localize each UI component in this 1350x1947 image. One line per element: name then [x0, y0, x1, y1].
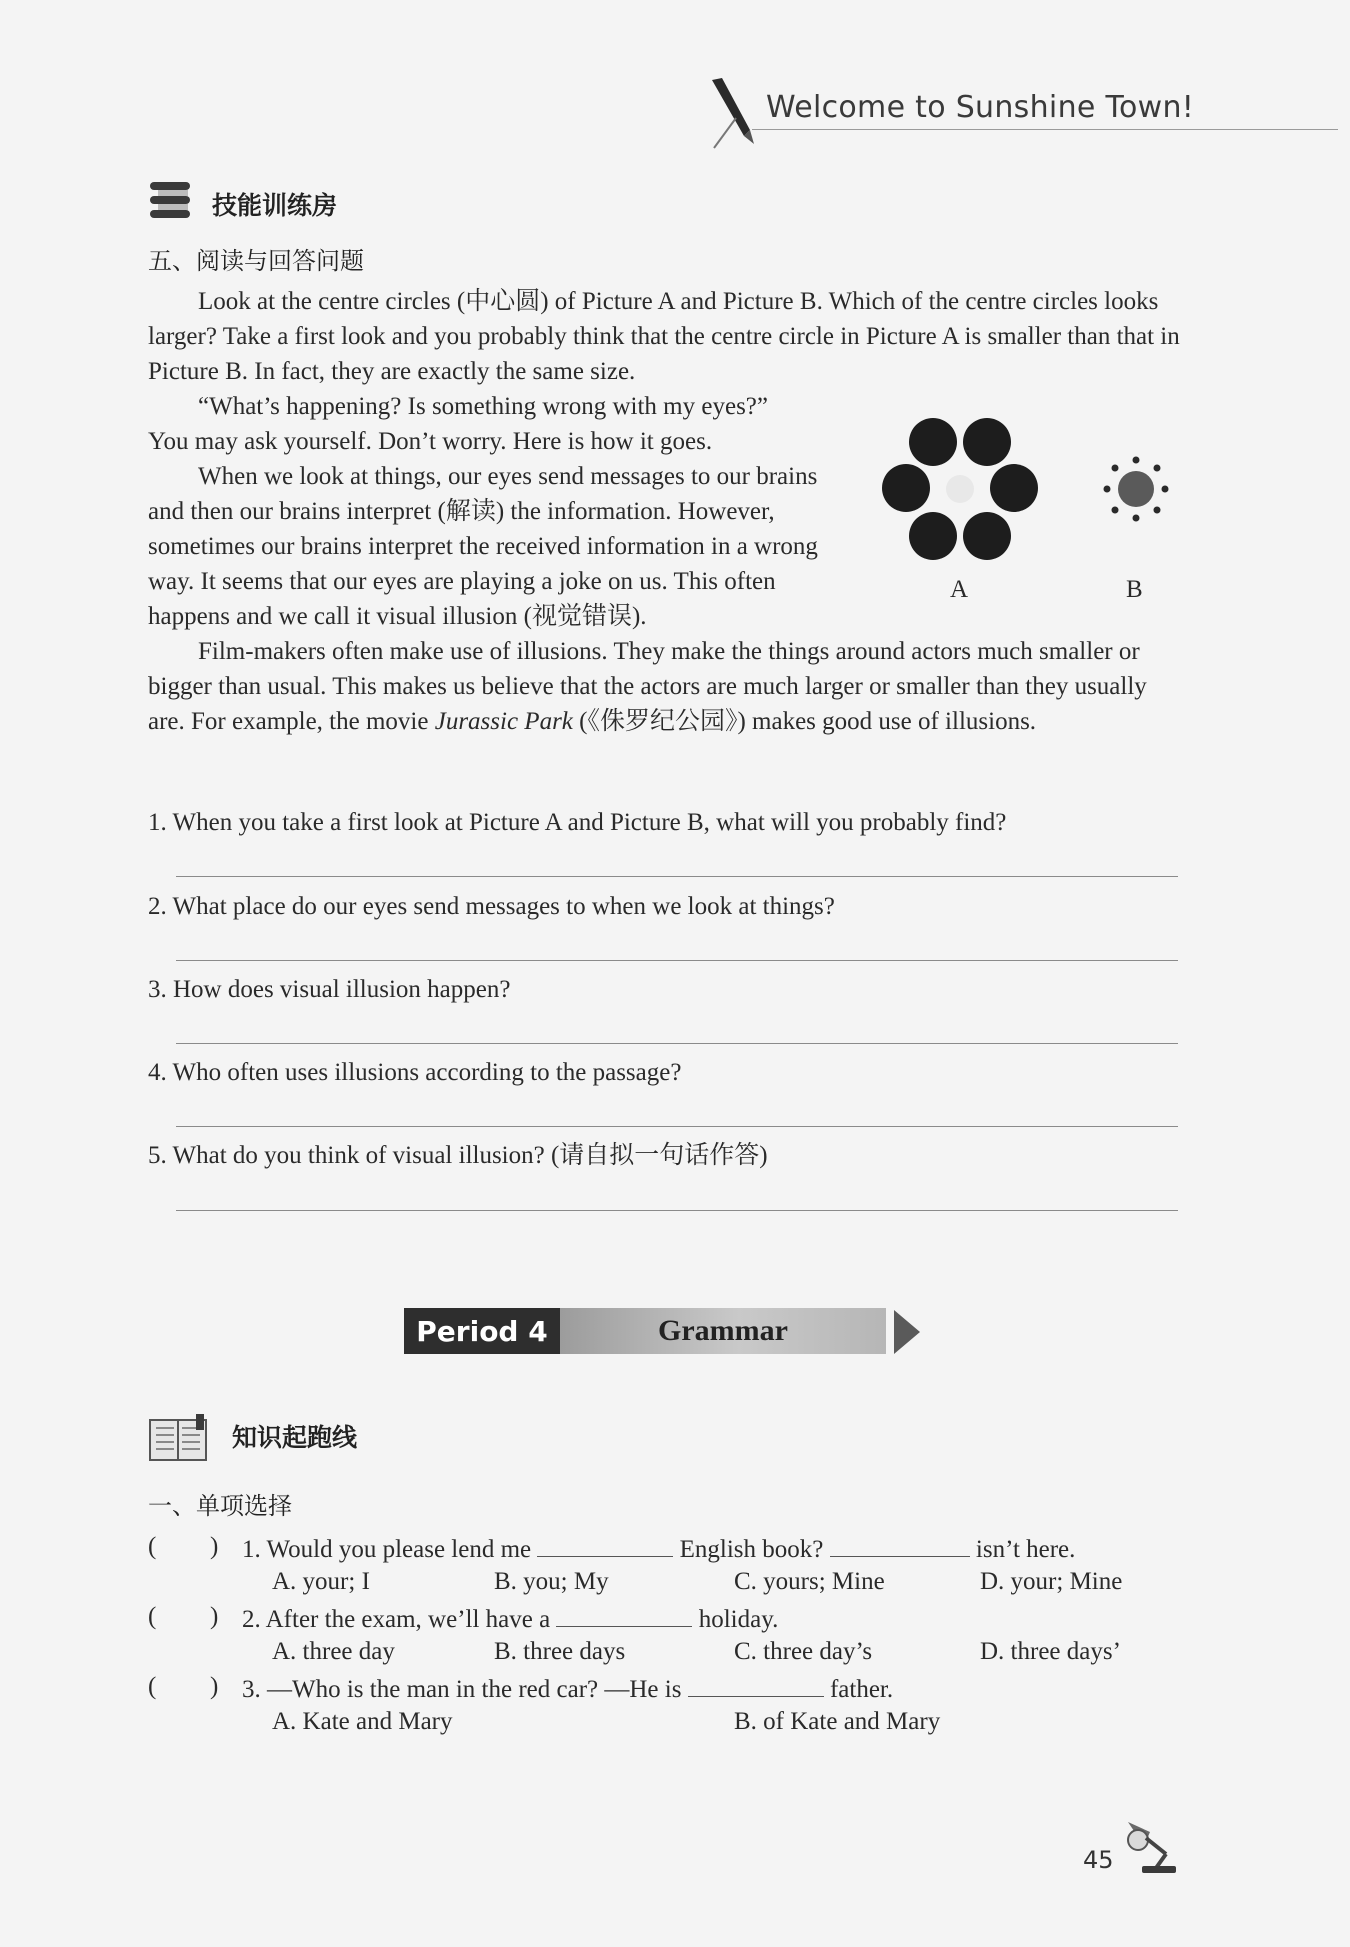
mc-1-stem-c: isn’t here. [975, 1536, 1076, 1563]
paragraph-4-text-b: (《侏罗纪公园》) makes good use of illusions. [572, 708, 1037, 735]
mc-2-stem [242, 1602, 778, 1635]
mc-3-blank[interactable] [688, 1672, 824, 1697]
mc-2-option-b: B. three days [494, 1638, 626, 1665]
paragraph-2b: You may ask yourself. Don’t worry. Here is how it goes. [148, 428, 713, 455]
answer-line-5[interactable] [176, 1210, 1178, 1211]
paragraph-3: When we look at things, our eyes send messages to our brains and then our brains interpret (解读) the information. However, sometimes our brains interpret the received information in a wrong way. It seems that our eyes are playing a joke on us. This often happens and we call it visual illusion (视觉错误). [148, 463, 818, 630]
paragraph-1: Look at the centre circles (中心圆) of Picture A and Picture B. Which of the centre circles looks larger? Take a first look and you probably think that the centre circle in Picture A is smaller than that in Picture B. In fact, they are exactly the same size. [148, 288, 1180, 385]
movie-title: Jurassic Park [434, 708, 573, 735]
mc-1-stem-a: 1. Would you please lend me [242, 1536, 532, 1563]
mc-3-option-a: A. Kate and Mary [272, 1708, 453, 1735]
paragraph-4 [148, 634, 1180, 739]
mc-1-answer-box[interactable] [176, 1532, 202, 1562]
book-icon [148, 1414, 210, 1464]
section-subtitle-choice: 一、单项选择 [148, 1492, 292, 1520]
mc-2-blank[interactable] [556, 1602, 692, 1627]
question-4: 4. Who often uses illusions according to the passage? [148, 1059, 682, 1086]
mc-1-option-a: A. your; I [272, 1568, 370, 1595]
mc-3-stem-a: 3. —Who is the man in the red car? —He is [242, 1676, 682, 1703]
answer-line-1[interactable] [176, 876, 1178, 877]
section-title-skills: 技能训练房 [212, 191, 338, 220]
question-2: 2. What place do our eyes send messages to when we look at things? [148, 893, 835, 920]
arrow-right-icon [892, 1310, 922, 1354]
period-banner [404, 1308, 884, 1354]
mc-3-close-paren: ) [210, 1673, 219, 1700]
mc-1-blank-1[interactable] [537, 1532, 673, 1557]
mc-2-stem-b: holiday. [698, 1606, 779, 1633]
pen-icon [706, 78, 758, 150]
desk-lamp-icon [1120, 1818, 1180, 1876]
mc-1-close-paren: ) [210, 1533, 219, 1560]
period-topic: Grammar [560, 1308, 886, 1354]
mc-1-stem-b: English book? [679, 1536, 824, 1563]
picture-b-circles [1104, 457, 1169, 522]
mc-2-answer-box[interactable] [176, 1602, 202, 1632]
mc-1-option-b: B. you; My [494, 1568, 609, 1595]
mc-2-option-a: A. three day [272, 1638, 395, 1665]
mc-3-answer-box[interactable] [176, 1672, 202, 1702]
illusion-figure [878, 414, 1190, 614]
stack-icon [148, 180, 194, 222]
mc-2-open-paren: ( [148, 1603, 157, 1630]
mc-1-stem [242, 1532, 1075, 1565]
paragraph-2a: “What’s happening? Is something wrong with my eyes?” [198, 393, 768, 420]
mc-1-open-paren: ( [148, 1533, 157, 1560]
question-3: 3. How does visual illusion happen? [148, 976, 511, 1003]
mc-3-stem [242, 1672, 893, 1705]
answer-line-3[interactable] [176, 1043, 1178, 1044]
header-rule [752, 129, 1338, 130]
mc-2-close-paren: ) [210, 1603, 219, 1630]
mc-2-option-d: D. three days’ [980, 1638, 1121, 1665]
mc-3-open-paren: ( [148, 1673, 157, 1700]
label-picture-a: A [950, 576, 969, 603]
illusion-drawing [878, 414, 1190, 614]
mc-2-option-c: C. three day’s [734, 1638, 873, 1665]
section-title-knowledge: 知识起跑线 [232, 1423, 358, 1452]
answer-line-4[interactable] [176, 1126, 1178, 1127]
paragraph-4-text-a: Film-makers often make use of illusions. They make the things around actors much smaller or bigger than usual. This makes us believe that the actors are much larger or smaller than they usually are. For example, the movie [148, 638, 1147, 735]
question-1: 1. When you take a first look at Picture A and Picture B, what will you probably find? [148, 809, 1007, 836]
section-subtitle-reading: 五、阅读与回答问题 [148, 247, 364, 275]
mc-3-option-b: B. of Kate and Mary [734, 1708, 941, 1735]
picture-a-circles [882, 418, 1038, 560]
mc-3-stem-b: father. [829, 1676, 894, 1703]
answer-line-2[interactable] [176, 960, 1178, 961]
mc-1-option-c: C. yours; Mine [734, 1568, 885, 1595]
mc-1-blank-2[interactable] [830, 1532, 970, 1557]
page-number: 45 [1083, 1846, 1114, 1874]
period-label: Period 4 [404, 1308, 560, 1354]
mc-1-option-d: D. your; Mine [980, 1568, 1123, 1595]
label-picture-b: B [1126, 576, 1143, 603]
question-5: 5. What do you think of visual illusion? (请自拟一句话作答) [148, 1142, 768, 1169]
header-title: Welcome to Sunshine Town! [766, 90, 1195, 125]
mc-2-stem-a: 2. After the exam, we’ll have a [242, 1606, 551, 1633]
